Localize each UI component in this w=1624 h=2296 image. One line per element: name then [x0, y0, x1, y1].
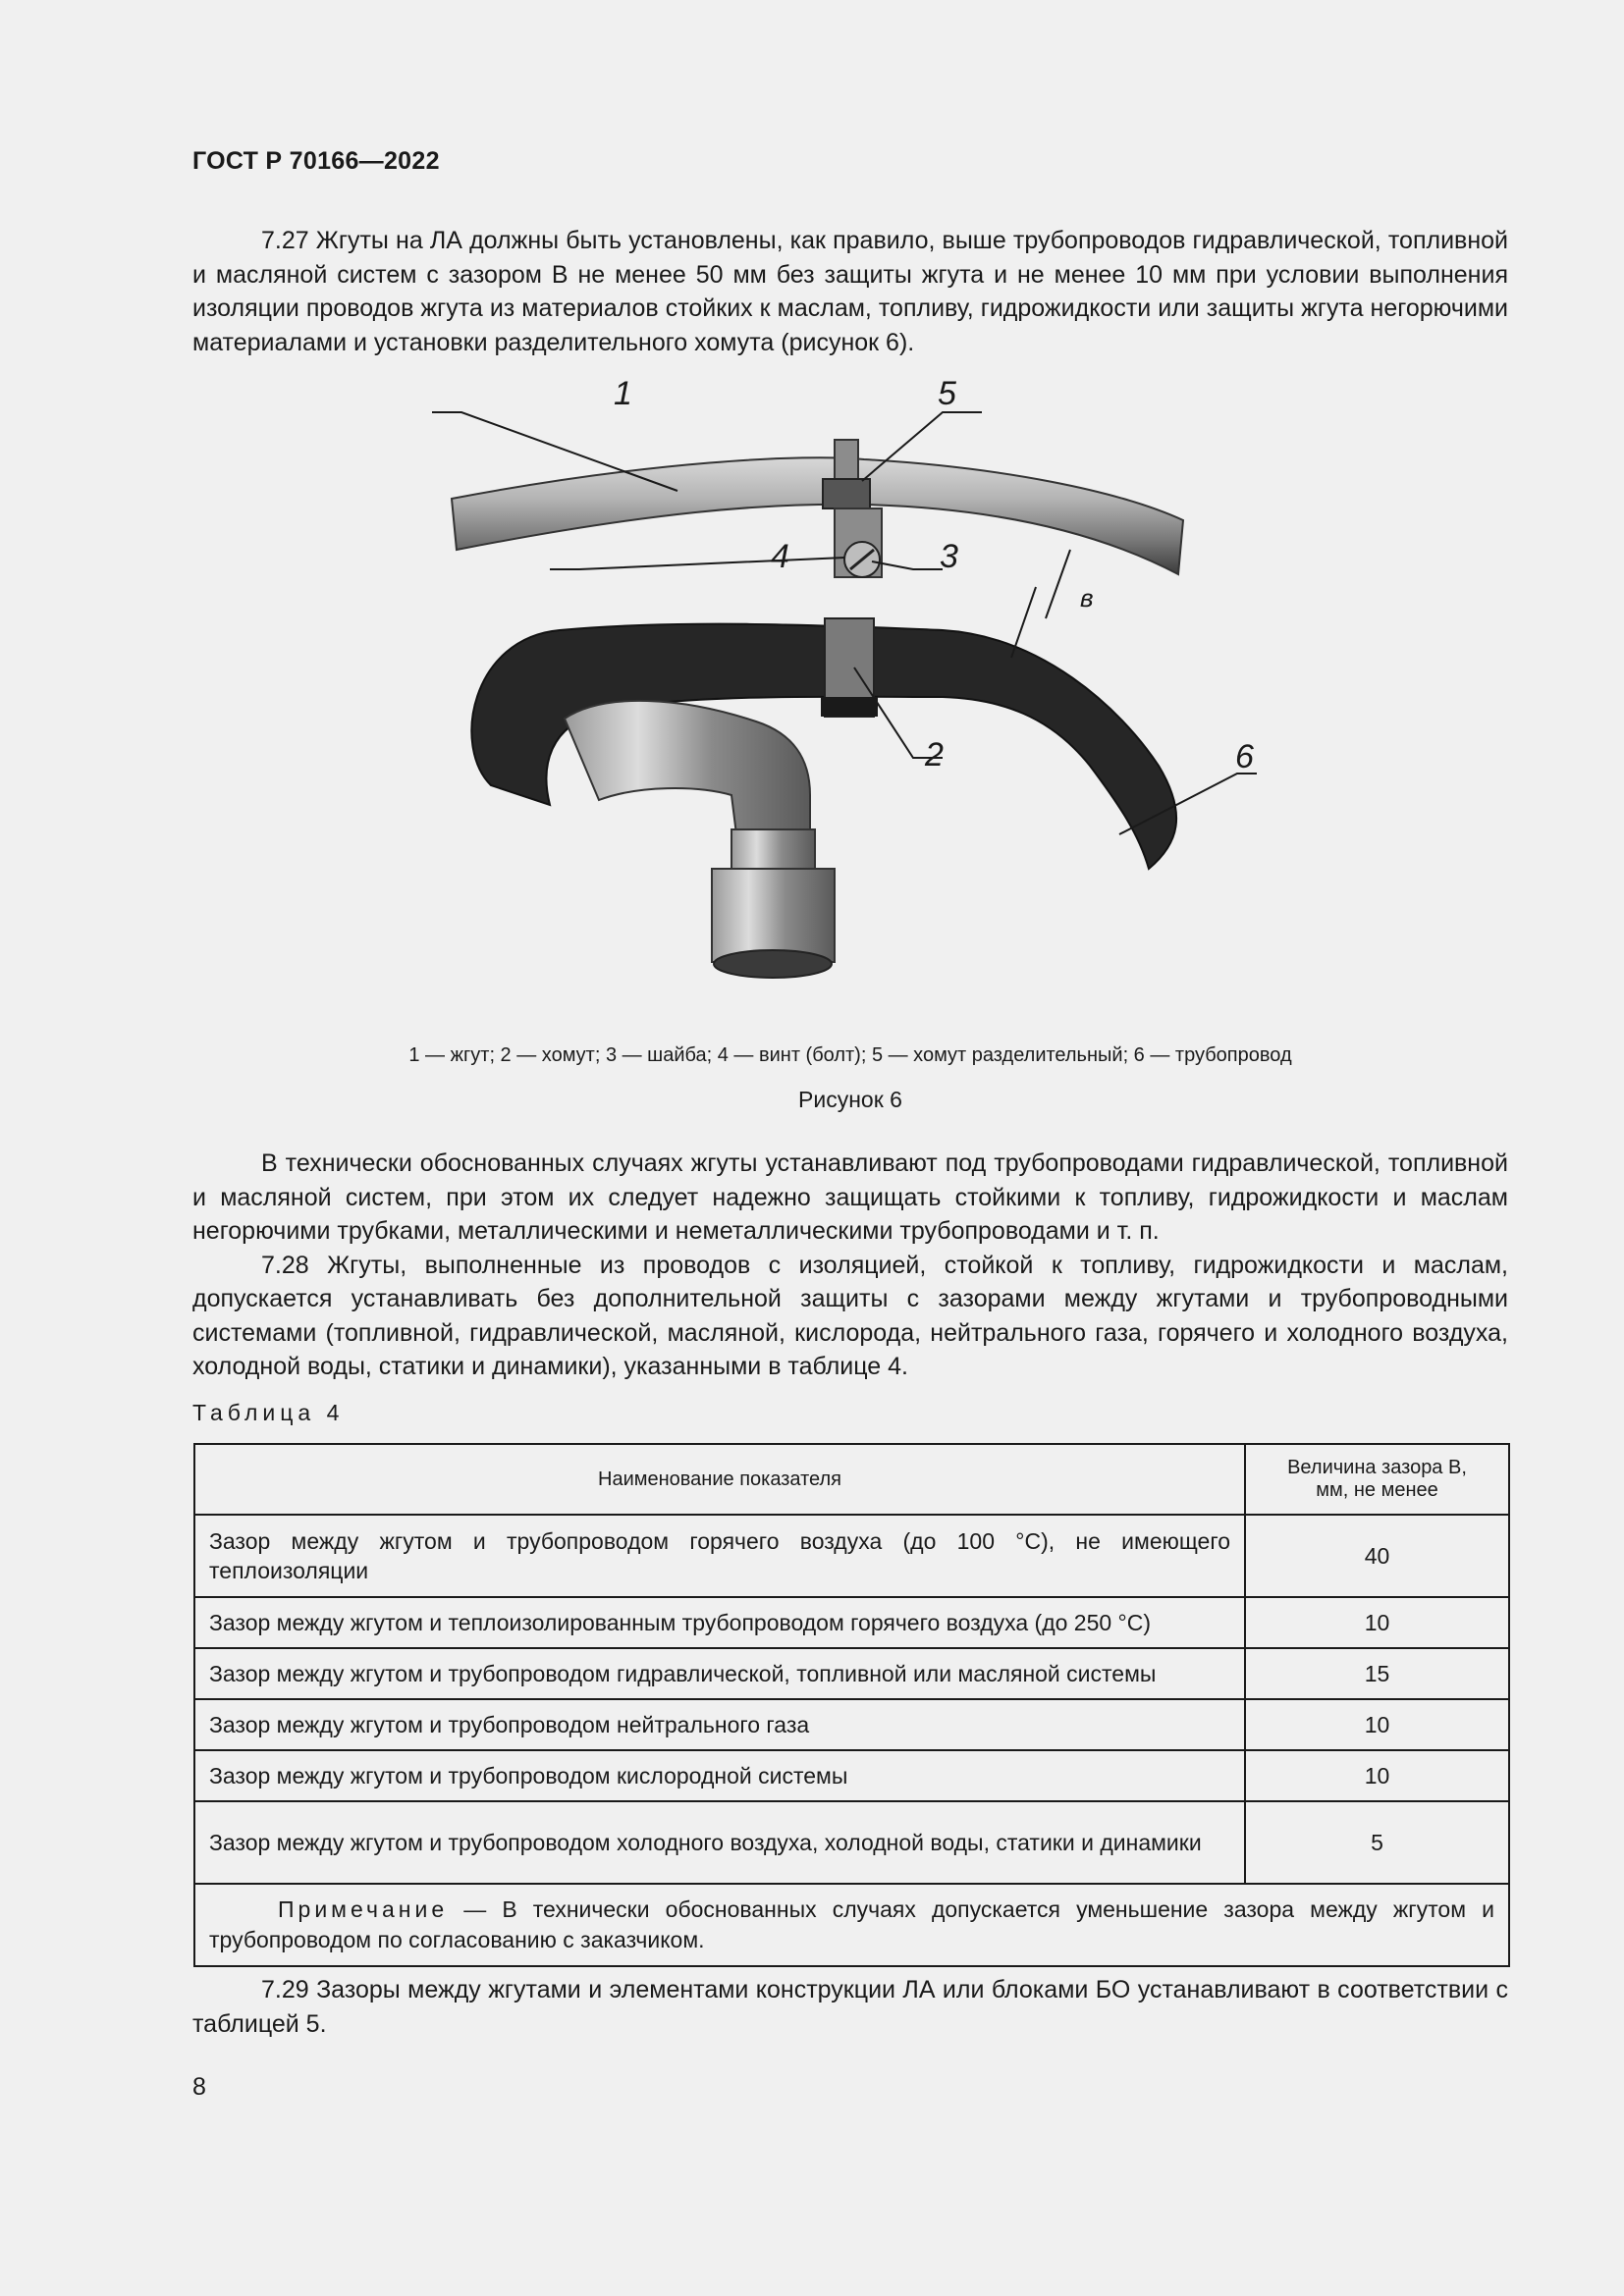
figure-title: Рисунок 6 [798, 1087, 902, 1112]
note-text: — В технически обоснованных случаях допускается уменьшение зазора между жгутом и трубопроводом по согласованию с заказчиком. [209, 1896, 1494, 1952]
page-number: 8 [192, 2073, 206, 2101]
row-value: 10 [1245, 1750, 1509, 1801]
row-name: Зазор между жгутом и теплоизолированным трубопроводом горячего воздуха (до 250 °С) [194, 1597, 1245, 1648]
row-name: Зазор между жгутом и трубопроводом нейтрального газа [194, 1699, 1245, 1750]
row-value: 10 [1245, 1699, 1509, 1750]
table-caption: Таблица 4 [192, 1400, 345, 1425]
row-value: 15 [1245, 1648, 1509, 1699]
callout-1: 1 [614, 375, 632, 412]
callout-3: 3 [940, 538, 958, 575]
row-name: Зазор между жгутом и трубопроводом гидравлической, топливной или масляной системы [194, 1648, 1245, 1699]
table-note-row [194, 1884, 1509, 1966]
fitting-nut [731, 829, 815, 869]
row-name: Зазор между жгутом и трубопроводом горячего воздуха (до 100 °С), не имеющего теплоизоляции [194, 1515, 1245, 1597]
table-note [194, 1884, 1509, 1966]
callout-6: 6 [1235, 738, 1254, 775]
figure-6-illustration [432, 373, 1257, 1021]
table-row [194, 1750, 1509, 1801]
figure-legend: 1 — жгут; 2 — хомут; 3 — шайба; 4 — винт (болт); 5 — хомут разделительный; 6 — трубопровод [408, 1044, 1292, 1066]
separating-clamp-upper [835, 440, 858, 479]
table-row [194, 1699, 1509, 1750]
table-4 [193, 1443, 1510, 1967]
separating-clamp-band [823, 479, 870, 508]
paragraph-7-29 [192, 1973, 1508, 2041]
fitting-hex [712, 869, 835, 962]
paragraph-7-28: 7.28 Жгуты, выполненные из проводов с изоляцией, стойкой к топливу, гидрожидкости и маслам, допускается устанавливать без дополнительной защиты с зазорами между жгутами и трубопроводными системами (топливной, гидравлической, масляной, кислорода, нейтрального газа, горячего и холодного воздуха, холодной воды, статики и динамики), указанными в таблице 4. [192, 1251, 1508, 1380]
table-row [194, 1648, 1509, 1699]
clamp-lower-band [821, 697, 878, 717]
paragraph-technical-cases: В технически обоснованных случаях жгуты устанавливают под трубопроводами гидравлической, топливной и масляной систем, при этом их следует надежно защищать стойкими к топливу, гидрожидкости и маслам негорючими трубками, металлическими и неметаллическими трубопроводами и т. п. [192, 1149, 1508, 1245]
fitting-body [565, 701, 810, 834]
row-value: 10 [1245, 1597, 1509, 1648]
table-header-row [194, 1444, 1509, 1515]
paragraph-7-27 [192, 224, 1508, 359]
column-header-value-line2: мм, не менее [1316, 1479, 1438, 1501]
row-name: Зазор между жгутом и трубопроводом холодного воздуха, холодной воды, статики и динамики [194, 1801, 1245, 1884]
paragraph-7-29-text: 7.29 Зазоры между жгутами и элементами конструкции ЛА или блоками БО устанавливают в соответствии с таблицей 5. [192, 1976, 1508, 2038]
paragraph-block-7-28 [192, 1147, 1508, 1384]
row-name: Зазор между жгутом и трубопроводом кислородной системы [194, 1750, 1245, 1801]
callout-2: 2 [925, 736, 944, 774]
document-header: ГОСТ Р 70166—2022 [192, 147, 440, 175]
harness-shape [452, 457, 1183, 574]
table-row [194, 1597, 1509, 1648]
fitting-end [714, 950, 832, 978]
column-header-name: Наименование показателя [194, 1444, 1245, 1515]
table-row [194, 1515, 1509, 1597]
gap-label: в [1080, 583, 1094, 613]
row-value: 5 [1245, 1801, 1509, 1884]
callout-5: 5 [938, 375, 956, 412]
paragraph-7-27-text: 7.27 Жгуты на ЛА должны быть установлены, как правило, выше трубопроводов гидравлической, топливной и масляной систем с зазором В не менее 50 мм без защиты жгута и не менее 10 мм при условии выполнения изоляции проводов жгута из материалов стойких к маслам, топливу, гидрожидкости или защиты жгута негорючими материалами и установки разделительного хомута (рисунок 6). [192, 227, 1508, 356]
note-label: Примечание [278, 1896, 449, 1922]
column-header-value-line1: Величина зазора В, [1287, 1457, 1467, 1478]
row-value: 40 [1245, 1515, 1509, 1597]
callout-4: 4 [771, 538, 789, 575]
table-row [194, 1801, 1509, 1884]
column-header-value [1245, 1444, 1509, 1515]
